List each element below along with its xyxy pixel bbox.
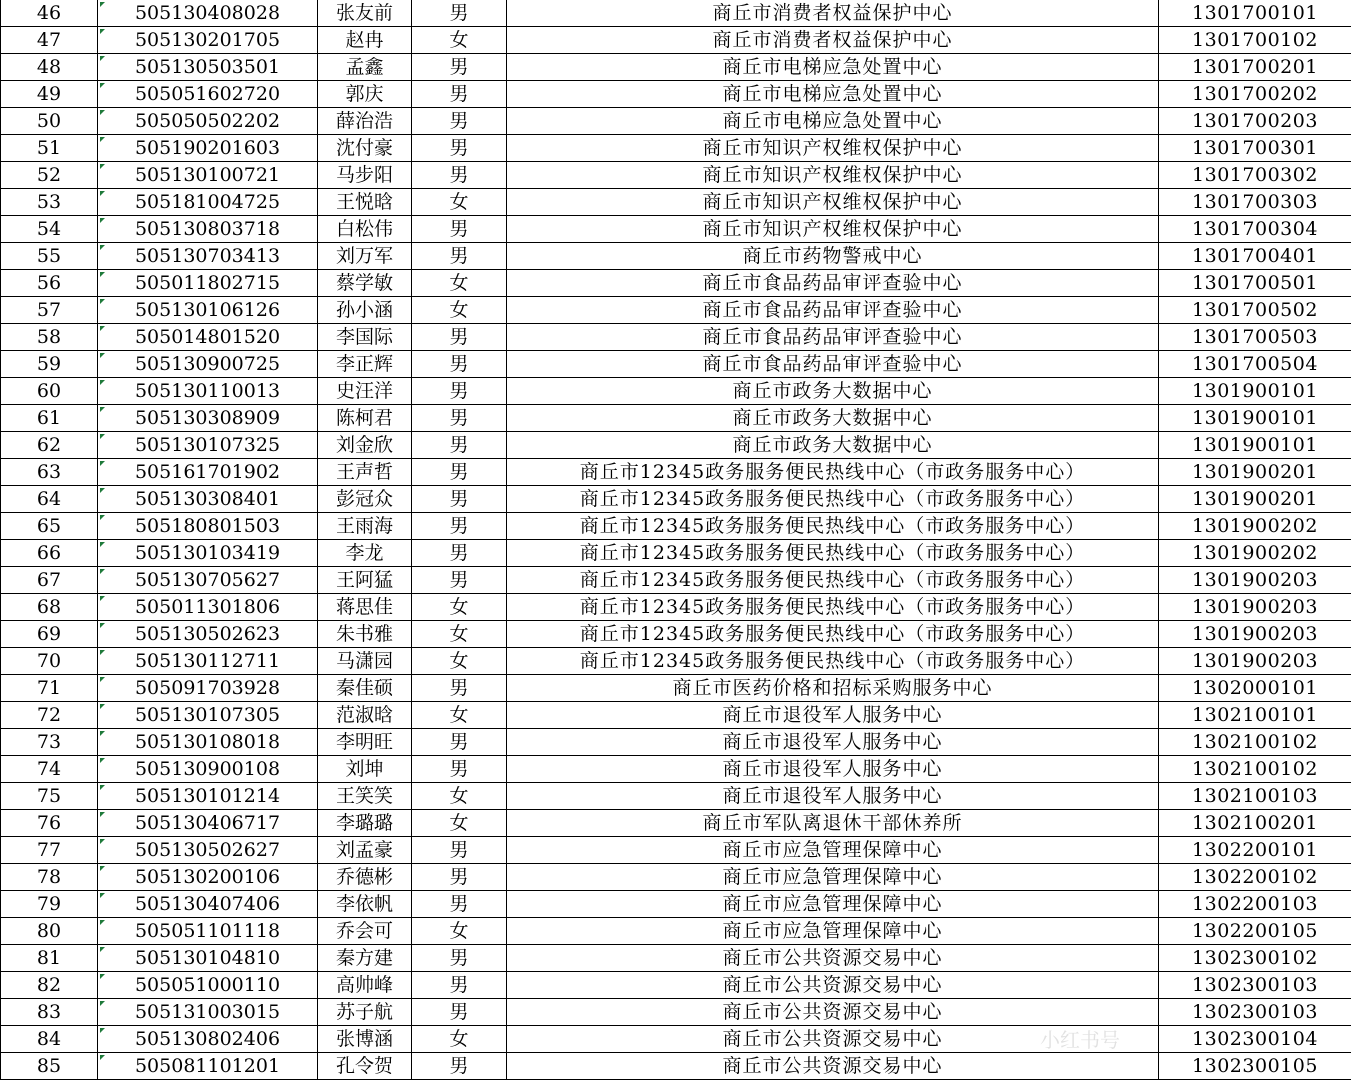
gender-cell: 女 [412, 783, 507, 810]
unit-cell: 商丘市公共资源交易中心 [507, 972, 1159, 999]
table-row [1, 594, 1351, 621]
row-number-cell: 80 [1, 918, 98, 945]
unit-cell: 商丘市应急管理保障中心 [507, 837, 1159, 864]
position-code-cell: 1302300103 [1159, 999, 1351, 1026]
unit-cell: 商丘市知识产权维权保护中心 [507, 135, 1159, 162]
table-row [1, 945, 1351, 972]
row-number-cell: 47 [1, 27, 98, 54]
name-cell: 李明旺 [318, 729, 412, 756]
position-code-cell: 1302100103 [1159, 783, 1351, 810]
position-code-cell: 1301700401 [1159, 243, 1351, 270]
table-row [1, 1053, 1351, 1080]
table-row [1, 0, 1351, 27]
table-row [1, 270, 1351, 297]
table-body [1, 0, 1351, 1080]
ticket-number-cell: 505130308401 [98, 486, 318, 513]
row-number-cell: 72 [1, 702, 98, 729]
table-row [1, 405, 1351, 432]
gender-cell: 男 [412, 891, 507, 918]
position-code-cell: 1301700101 [1159, 0, 1351, 27]
ticket-number-cell: 505081101201 [98, 1053, 318, 1080]
ticket-number-cell: 505130112711 [98, 648, 318, 675]
row-number-cell: 66 [1, 540, 98, 567]
gender-cell: 男 [412, 54, 507, 81]
name-cell: 王阿猛 [318, 567, 412, 594]
unit-cell: 商丘市退役军人服务中心 [507, 729, 1159, 756]
row-number-cell: 85 [1, 1053, 98, 1080]
ticket-number-cell: 505130502627 [98, 837, 318, 864]
table-row [1, 810, 1351, 837]
ticket-number-cell: 505130106126 [98, 297, 318, 324]
ticket-number-cell: 505130200106 [98, 864, 318, 891]
unit-cell: 商丘市应急管理保障中心 [507, 918, 1159, 945]
gender-cell: 男 [412, 378, 507, 405]
position-code-cell: 1301900101 [1159, 378, 1351, 405]
name-cell: 李正辉 [318, 351, 412, 378]
unit-cell: 商丘市应急管理保障中心 [507, 891, 1159, 918]
position-code-cell: 1301900201 [1159, 459, 1351, 486]
ticket-number-cell: 505130503501 [98, 54, 318, 81]
gender-cell: 男 [412, 729, 507, 756]
ticket-number-cell: 505130100721 [98, 162, 318, 189]
name-cell: 马潇园 [318, 648, 412, 675]
table-row [1, 756, 1351, 783]
unit-cell: 商丘市公共资源交易中心 [507, 1026, 1159, 1053]
table-row [1, 54, 1351, 81]
name-cell: 刘孟豪 [318, 837, 412, 864]
row-number-cell: 49 [1, 81, 98, 108]
position-code-cell: 1301900101 [1159, 432, 1351, 459]
ticket-number-cell: 505130407406 [98, 891, 318, 918]
table-row [1, 783, 1351, 810]
watermark-text: 小红书号 [1040, 1028, 1120, 1052]
row-number-cell: 81 [1, 945, 98, 972]
unit-cell: 商丘市公共资源交易中心 [507, 945, 1159, 972]
unit-cell: 商丘市食品药品审评查验中心 [507, 270, 1159, 297]
unit-cell: 商丘市12345政务服务便民热线中心（市政务服务中心） [507, 567, 1159, 594]
gender-cell: 女 [412, 648, 507, 675]
gender-cell: 男 [412, 243, 507, 270]
position-code-cell: 1301700102 [1159, 27, 1351, 54]
name-cell: 李璐璐 [318, 810, 412, 837]
gender-cell: 男 [412, 837, 507, 864]
gender-cell: 女 [412, 918, 507, 945]
row-number-cell: 61 [1, 405, 98, 432]
table-row [1, 216, 1351, 243]
position-code-cell: 1301900202 [1159, 540, 1351, 567]
name-cell: 朱书雅 [318, 621, 412, 648]
table-row [1, 432, 1351, 459]
name-cell: 张友前 [318, 0, 412, 27]
row-number-cell: 57 [1, 297, 98, 324]
position-code-cell: 1301900201 [1159, 486, 1351, 513]
name-cell: 孔令贺 [318, 1053, 412, 1080]
table-row [1, 243, 1351, 270]
position-code-cell: 1301700502 [1159, 297, 1351, 324]
gender-cell: 男 [412, 459, 507, 486]
position-code-cell: 1301900202 [1159, 513, 1351, 540]
ticket-number-cell: 505130803718 [98, 216, 318, 243]
position-code-cell: 1301700303 [1159, 189, 1351, 216]
gender-cell: 男 [412, 756, 507, 783]
row-number-cell: 54 [1, 216, 98, 243]
position-code-cell: 1301700304 [1159, 216, 1351, 243]
ticket-number-cell: 505130900108 [98, 756, 318, 783]
name-cell: 孟鑫 [318, 54, 412, 81]
unit-cell: 商丘市12345政务服务便民热线中心（市政务服务中心） [507, 621, 1159, 648]
name-cell: 郭庆 [318, 81, 412, 108]
name-cell: 王笑笑 [318, 783, 412, 810]
position-code-cell: 1302100201 [1159, 810, 1351, 837]
row-number-cell: 51 [1, 135, 98, 162]
name-cell: 张博涵 [318, 1026, 412, 1053]
table-row [1, 972, 1351, 999]
row-number-cell: 74 [1, 756, 98, 783]
name-cell: 秦佳硕 [318, 675, 412, 702]
name-cell: 范淑晗 [318, 702, 412, 729]
ticket-number-cell: 505130201705 [98, 27, 318, 54]
gender-cell: 男 [412, 405, 507, 432]
ticket-number-cell: 505011301806 [98, 594, 318, 621]
unit-cell: 商丘市12345政务服务便民热线中心（市政务服务中心） [507, 486, 1159, 513]
row-number-cell: 69 [1, 621, 98, 648]
name-cell: 刘万军 [318, 243, 412, 270]
ticket-number-cell: 505130408028 [98, 0, 318, 27]
table-row [1, 108, 1351, 135]
table-row [1, 729, 1351, 756]
row-number-cell: 73 [1, 729, 98, 756]
unit-cell: 商丘市政务大数据中心 [507, 405, 1159, 432]
gender-cell: 男 [412, 351, 507, 378]
ticket-number-cell: 505130107305 [98, 702, 318, 729]
table-row [1, 162, 1351, 189]
gender-cell: 男 [412, 81, 507, 108]
table-row [1, 702, 1351, 729]
table-row [1, 81, 1351, 108]
ticket-number-cell: 505130101214 [98, 783, 318, 810]
position-code-cell: 1302100101 [1159, 702, 1351, 729]
gender-cell: 男 [412, 972, 507, 999]
position-code-cell: 1301900101 [1159, 405, 1351, 432]
ticket-number-cell: 505130103419 [98, 540, 318, 567]
gender-cell: 男 [412, 486, 507, 513]
table-row [1, 351, 1351, 378]
gender-cell: 男 [412, 135, 507, 162]
gender-cell: 男 [412, 432, 507, 459]
row-number-cell: 83 [1, 999, 98, 1026]
name-cell: 刘坤 [318, 756, 412, 783]
name-cell: 赵冉 [318, 27, 412, 54]
position-code-cell: 1301900203 [1159, 621, 1351, 648]
ticket-number-cell: 505130107325 [98, 432, 318, 459]
ticket-number-cell: 505011802715 [98, 270, 318, 297]
gender-cell: 女 [412, 189, 507, 216]
table-row [1, 513, 1351, 540]
unit-cell: 商丘市12345政务服务便民热线中心（市政务服务中心） [507, 459, 1159, 486]
unit-cell: 商丘市退役军人服务中心 [507, 783, 1159, 810]
table-row [1, 378, 1351, 405]
gender-cell: 男 [412, 162, 507, 189]
position-code-cell: 1301700201 [1159, 54, 1351, 81]
gender-cell: 男 [412, 324, 507, 351]
position-code-cell: 1301900203 [1159, 567, 1351, 594]
name-cell: 史汪洋 [318, 378, 412, 405]
name-cell: 秦方建 [318, 945, 412, 972]
name-cell: 蔡学敏 [318, 270, 412, 297]
position-code-cell: 1302200105 [1159, 918, 1351, 945]
unit-cell: 商丘市12345政务服务便民热线中心（市政务服务中心） [507, 648, 1159, 675]
row-number-cell: 55 [1, 243, 98, 270]
ticket-number-cell: 505190201603 [98, 135, 318, 162]
name-cell: 王声哲 [318, 459, 412, 486]
name-cell: 刘金欣 [318, 432, 412, 459]
unit-cell: 商丘市知识产权维权保护中心 [507, 189, 1159, 216]
name-cell: 白松伟 [318, 216, 412, 243]
name-cell: 乔德彬 [318, 864, 412, 891]
position-code-cell: 1301900203 [1159, 648, 1351, 675]
row-number-cell: 82 [1, 972, 98, 999]
ticket-number-cell: 505130705627 [98, 567, 318, 594]
row-number-cell: 52 [1, 162, 98, 189]
table-row [1, 189, 1351, 216]
position-code-cell: 1302200101 [1159, 837, 1351, 864]
unit-cell: 商丘市医药价格和招标采购服务中心 [507, 675, 1159, 702]
position-code-cell: 1301700203 [1159, 108, 1351, 135]
unit-cell: 商丘市食品药品审评查验中心 [507, 297, 1159, 324]
row-number-cell: 62 [1, 432, 98, 459]
gender-cell: 男 [412, 567, 507, 594]
name-cell: 乔会可 [318, 918, 412, 945]
table-row [1, 135, 1351, 162]
unit-cell: 商丘市军队离退休干部休养所 [507, 810, 1159, 837]
row-number-cell: 59 [1, 351, 98, 378]
row-number-cell: 64 [1, 486, 98, 513]
gender-cell: 男 [412, 999, 507, 1026]
table-row [1, 27, 1351, 54]
ticket-number-cell: 505051000110 [98, 972, 318, 999]
position-code-cell: 1301900203 [1159, 594, 1351, 621]
row-number-cell: 63 [1, 459, 98, 486]
ticket-number-cell: 505130502623 [98, 621, 318, 648]
position-code-cell: 1302100102 [1159, 756, 1351, 783]
row-number-cell: 78 [1, 864, 98, 891]
unit-cell: 商丘市电梯应急处置中心 [507, 54, 1159, 81]
gender-cell: 女 [412, 297, 507, 324]
name-cell: 高帅峰 [318, 972, 412, 999]
name-cell: 李依帆 [318, 891, 412, 918]
row-number-cell: 68 [1, 594, 98, 621]
unit-cell: 商丘市退役军人服务中心 [507, 702, 1159, 729]
gender-cell: 女 [412, 1026, 507, 1053]
ticket-number-cell: 505130802406 [98, 1026, 318, 1053]
ticket-number-cell: 505131003015 [98, 999, 318, 1026]
position-code-cell: 1302200103 [1159, 891, 1351, 918]
ticket-number-cell: 505051101118 [98, 918, 318, 945]
ticket-number-cell: 505130110013 [98, 378, 318, 405]
unit-cell: 商丘市电梯应急处置中心 [507, 108, 1159, 135]
position-code-cell: 1301700504 [1159, 351, 1351, 378]
ticket-number-cell: 505161701902 [98, 459, 318, 486]
name-cell: 孙小涵 [318, 297, 412, 324]
row-number-cell: 70 [1, 648, 98, 675]
unit-cell: 商丘市食品药品审评查验中心 [507, 324, 1159, 351]
row-number-cell: 53 [1, 189, 98, 216]
table-row [1, 918, 1351, 945]
unit-cell: 商丘市公共资源交易中心 [507, 1053, 1159, 1080]
row-number-cell: 48 [1, 54, 98, 81]
gender-cell: 男 [412, 945, 507, 972]
table-row [1, 297, 1351, 324]
ticket-number-cell: 505180801503 [98, 513, 318, 540]
ticket-number-cell: 505050502202 [98, 108, 318, 135]
name-cell: 王雨海 [318, 513, 412, 540]
gender-cell: 男 [412, 864, 507, 891]
ticket-number-cell: 505014801520 [98, 324, 318, 351]
name-cell: 李龙 [318, 540, 412, 567]
ticket-number-cell: 505130406717 [98, 810, 318, 837]
ticket-number-cell: 505130703413 [98, 243, 318, 270]
row-number-cell: 71 [1, 675, 98, 702]
table-row [1, 675, 1351, 702]
table-row [1, 486, 1351, 513]
position-code-cell: 1301700501 [1159, 270, 1351, 297]
name-cell: 彭冠众 [318, 486, 412, 513]
position-code-cell: 1301700301 [1159, 135, 1351, 162]
unit-cell: 商丘市应急管理保障中心 [507, 864, 1159, 891]
position-code-cell: 1302200102 [1159, 864, 1351, 891]
position-code-cell: 1302100102 [1159, 729, 1351, 756]
row-number-cell: 79 [1, 891, 98, 918]
ticket-number-cell: 505181004725 [98, 189, 318, 216]
position-code-cell: 1302300105 [1159, 1053, 1351, 1080]
gender-cell: 男 [412, 513, 507, 540]
row-number-cell: 58 [1, 324, 98, 351]
name-cell: 沈付豪 [318, 135, 412, 162]
unit-cell: 商丘市公共资源交易中心 [507, 999, 1159, 1026]
unit-cell: 商丘市退役军人服务中心 [507, 756, 1159, 783]
table-row [1, 459, 1351, 486]
unit-cell: 商丘市电梯应急处置中心 [507, 81, 1159, 108]
unit-cell: 商丘市消费者权益保护中心 [507, 0, 1159, 27]
name-cell: 马步阳 [318, 162, 412, 189]
unit-cell: 商丘市药物警戒中心 [507, 243, 1159, 270]
ticket-number-cell: 505091703928 [98, 675, 318, 702]
table-row [1, 837, 1351, 864]
name-cell: 王悦晗 [318, 189, 412, 216]
position-code-cell: 1301700503 [1159, 324, 1351, 351]
row-number-cell: 50 [1, 108, 98, 135]
gender-cell: 女 [412, 810, 507, 837]
unit-cell: 商丘市12345政务服务便民热线中心（市政务服务中心） [507, 513, 1159, 540]
gender-cell: 男 [412, 108, 507, 135]
table-row [1, 1026, 1351, 1053]
gender-cell: 女 [412, 594, 507, 621]
gender-cell: 男 [412, 675, 507, 702]
gender-cell: 男 [412, 540, 507, 567]
row-number-cell: 65 [1, 513, 98, 540]
name-cell: 薛治浩 [318, 108, 412, 135]
table-row [1, 567, 1351, 594]
gender-cell: 女 [412, 27, 507, 54]
row-number-cell: 84 [1, 1026, 98, 1053]
row-number-cell: 77 [1, 837, 98, 864]
row-number-cell: 67 [1, 567, 98, 594]
table-row [1, 999, 1351, 1026]
ticket-number-cell: 505130108018 [98, 729, 318, 756]
table-row [1, 540, 1351, 567]
ticket-number-cell: 505130104810 [98, 945, 318, 972]
row-number-cell: 75 [1, 783, 98, 810]
table-row [1, 891, 1351, 918]
gender-cell: 女 [412, 702, 507, 729]
ticket-number-cell: 505130900725 [98, 351, 318, 378]
table-row [1, 621, 1351, 648]
ticket-number-cell: 505051602720 [98, 81, 318, 108]
unit-cell: 商丘市消费者权益保护中心 [507, 27, 1159, 54]
unit-cell: 商丘市知识产权维权保护中心 [507, 216, 1159, 243]
ticket-number-cell: 505130308909 [98, 405, 318, 432]
name-cell: 苏子航 [318, 999, 412, 1026]
table-row [1, 864, 1351, 891]
gender-cell: 女 [412, 270, 507, 297]
position-code-cell: 1302300103 [1159, 972, 1351, 999]
row-number-cell: 46 [1, 0, 98, 27]
position-code-cell: 1301700202 [1159, 81, 1351, 108]
unit-cell: 商丘市食品药品审评查验中心 [507, 351, 1159, 378]
unit-cell: 商丘市知识产权维权保护中心 [507, 162, 1159, 189]
unit-cell: 商丘市12345政务服务便民热线中心（市政务服务中心） [507, 594, 1159, 621]
gender-cell: 男 [412, 1053, 507, 1080]
position-code-cell: 1302300102 [1159, 945, 1351, 972]
row-number-cell: 60 [1, 378, 98, 405]
name-cell: 李国际 [318, 324, 412, 351]
table-row [1, 648, 1351, 675]
gender-cell: 男 [412, 0, 507, 27]
row-number-cell: 56 [1, 270, 98, 297]
unit-cell: 商丘市政务大数据中心 [507, 378, 1159, 405]
gender-cell: 女 [412, 621, 507, 648]
gender-cell: 男 [412, 216, 507, 243]
name-cell: 蒋思佳 [318, 594, 412, 621]
row-number-cell: 76 [1, 810, 98, 837]
table-row [1, 324, 1351, 351]
name-cell: 陈柯君 [318, 405, 412, 432]
unit-cell: 商丘市12345政务服务便民热线中心（市政务服务中心） [507, 540, 1159, 567]
position-code-cell: 1302000101 [1159, 675, 1351, 702]
position-code-cell: 1302300104 [1159, 1026, 1351, 1053]
unit-cell: 商丘市政务大数据中心 [507, 432, 1159, 459]
position-code-cell: 1301700302 [1159, 162, 1351, 189]
